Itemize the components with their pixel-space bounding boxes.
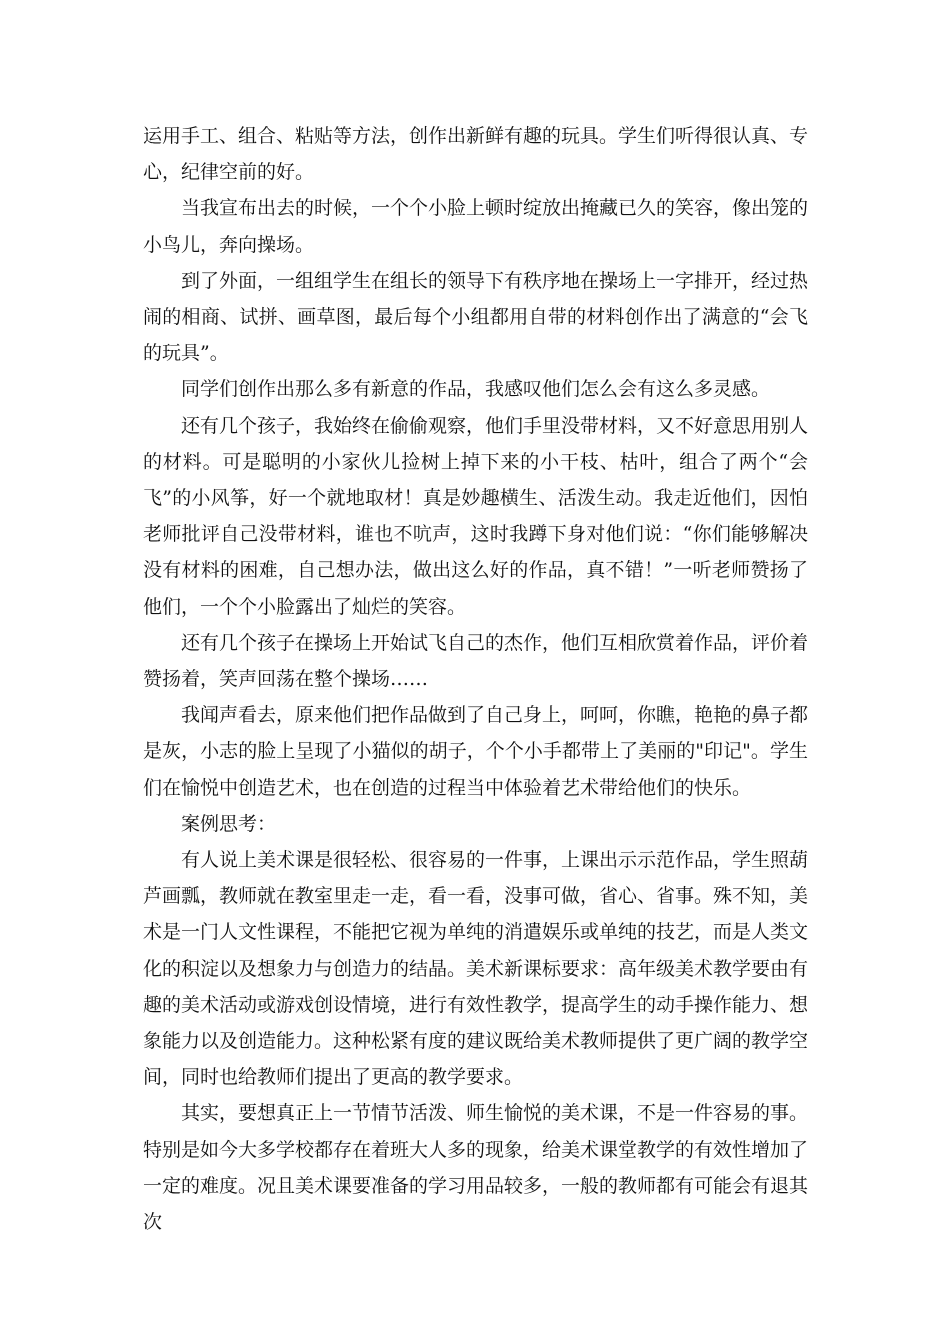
body-paragraph: 还有几个孩子在操场上开始试飞自己的杰作，他们互相欣赏着作品，评价着赞扬着，笑声回荡在整个操场……	[143, 631, 809, 691]
document-body	[143, 118, 808, 1240]
body-paragraph: 还有几个孩子，我始终在偷偷观察，他们手里没带材料，又不好意思用别人的材料。可是聪明的小家伙儿捡树上掉下来的小干枝、枯叶，组合了两个“会飞”的小风筝，好一个就地取材！真是妙趣横生、活泼生动。我走近他们，因怕老师批评自己没带材料，谁也不吭声，这时我蹲下身对他们说：“你们能够解决没有材料的困难，自己想办法，做出这么好的作品，真不错！”一听老师赞扬了他们，一个个小脸露出了灿烂的笑容。	[143, 414, 809, 618]
body-paragraph: 有人说上美术课是很轻松、很容易的一件事，上课出示示范作品，学生照葫芦画瓢，教师就在教室里走一走，看一看，没事可做，省心、省事。殊不知，美术是一门人文性课程，不能把它视为单纯的消遣娱乐或单纯的技艺，而是人类文化的积淀以及想象力与创造力的结晶。美术新课标要求：高年级美术教学要由有趣的美术活动或游戏创设情境，进行有效性教学，提高学生的动手操作能力、想象能力以及创造能力。这种松紧有度的建议既给美术教师提供了更广阔的教学空间，同时也给教师们提出了更高的教学要求。	[143, 849, 809, 1089]
body-paragraph: 其实，要想真正上一节情节活泼、师生愉悦的美术课，不是一件容易的事。特别是如今大多学校都存在着班大人多的现象，给美术课堂教学的有效性增加了一定的难度。况且美术课要准备的学习用品较多，一般的教师都有可能会有退其次	[143, 1102, 809, 1234]
body-paragraph: 我闻声看去，原来他们把作品做到了自己身上，呵呵，你瞧，艳艳的鼻子都是灰，小志的脸上呈现了小猫似的胡子，个个小手都带上了美丽的"印记"。学生们在愉悦中创造艺术，也在创造的过程当中体验着艺术带给他们的快乐。	[143, 704, 809, 799]
body-paragraph: 同学们创作出那么多有新意的作品，我感叹他们怎么会有这么多灵感。	[181, 378, 771, 401]
body-paragraph: 到了外面，一组组学生在组长的领导下有秩序地在操场上一字排开，经过热闹的相商、试拼、画草图，最后每个小组都用自带的材料创作出了满意的“会飞的玩具”。	[143, 269, 809, 365]
body-paragraph: 运用手工、组合、粘贴等方法，创作出新鲜有趣的玩具。学生们听得很认真、专心，纪律空前的好。	[143, 125, 809, 184]
section-heading: 案例思考：	[181, 812, 277, 835]
body-paragraph: 当我宣布出去的时候，一个个小脸上顿时绽放出掩藏已久的笑容，像出笼的小鸟儿，奔向操场。	[143, 197, 809, 256]
